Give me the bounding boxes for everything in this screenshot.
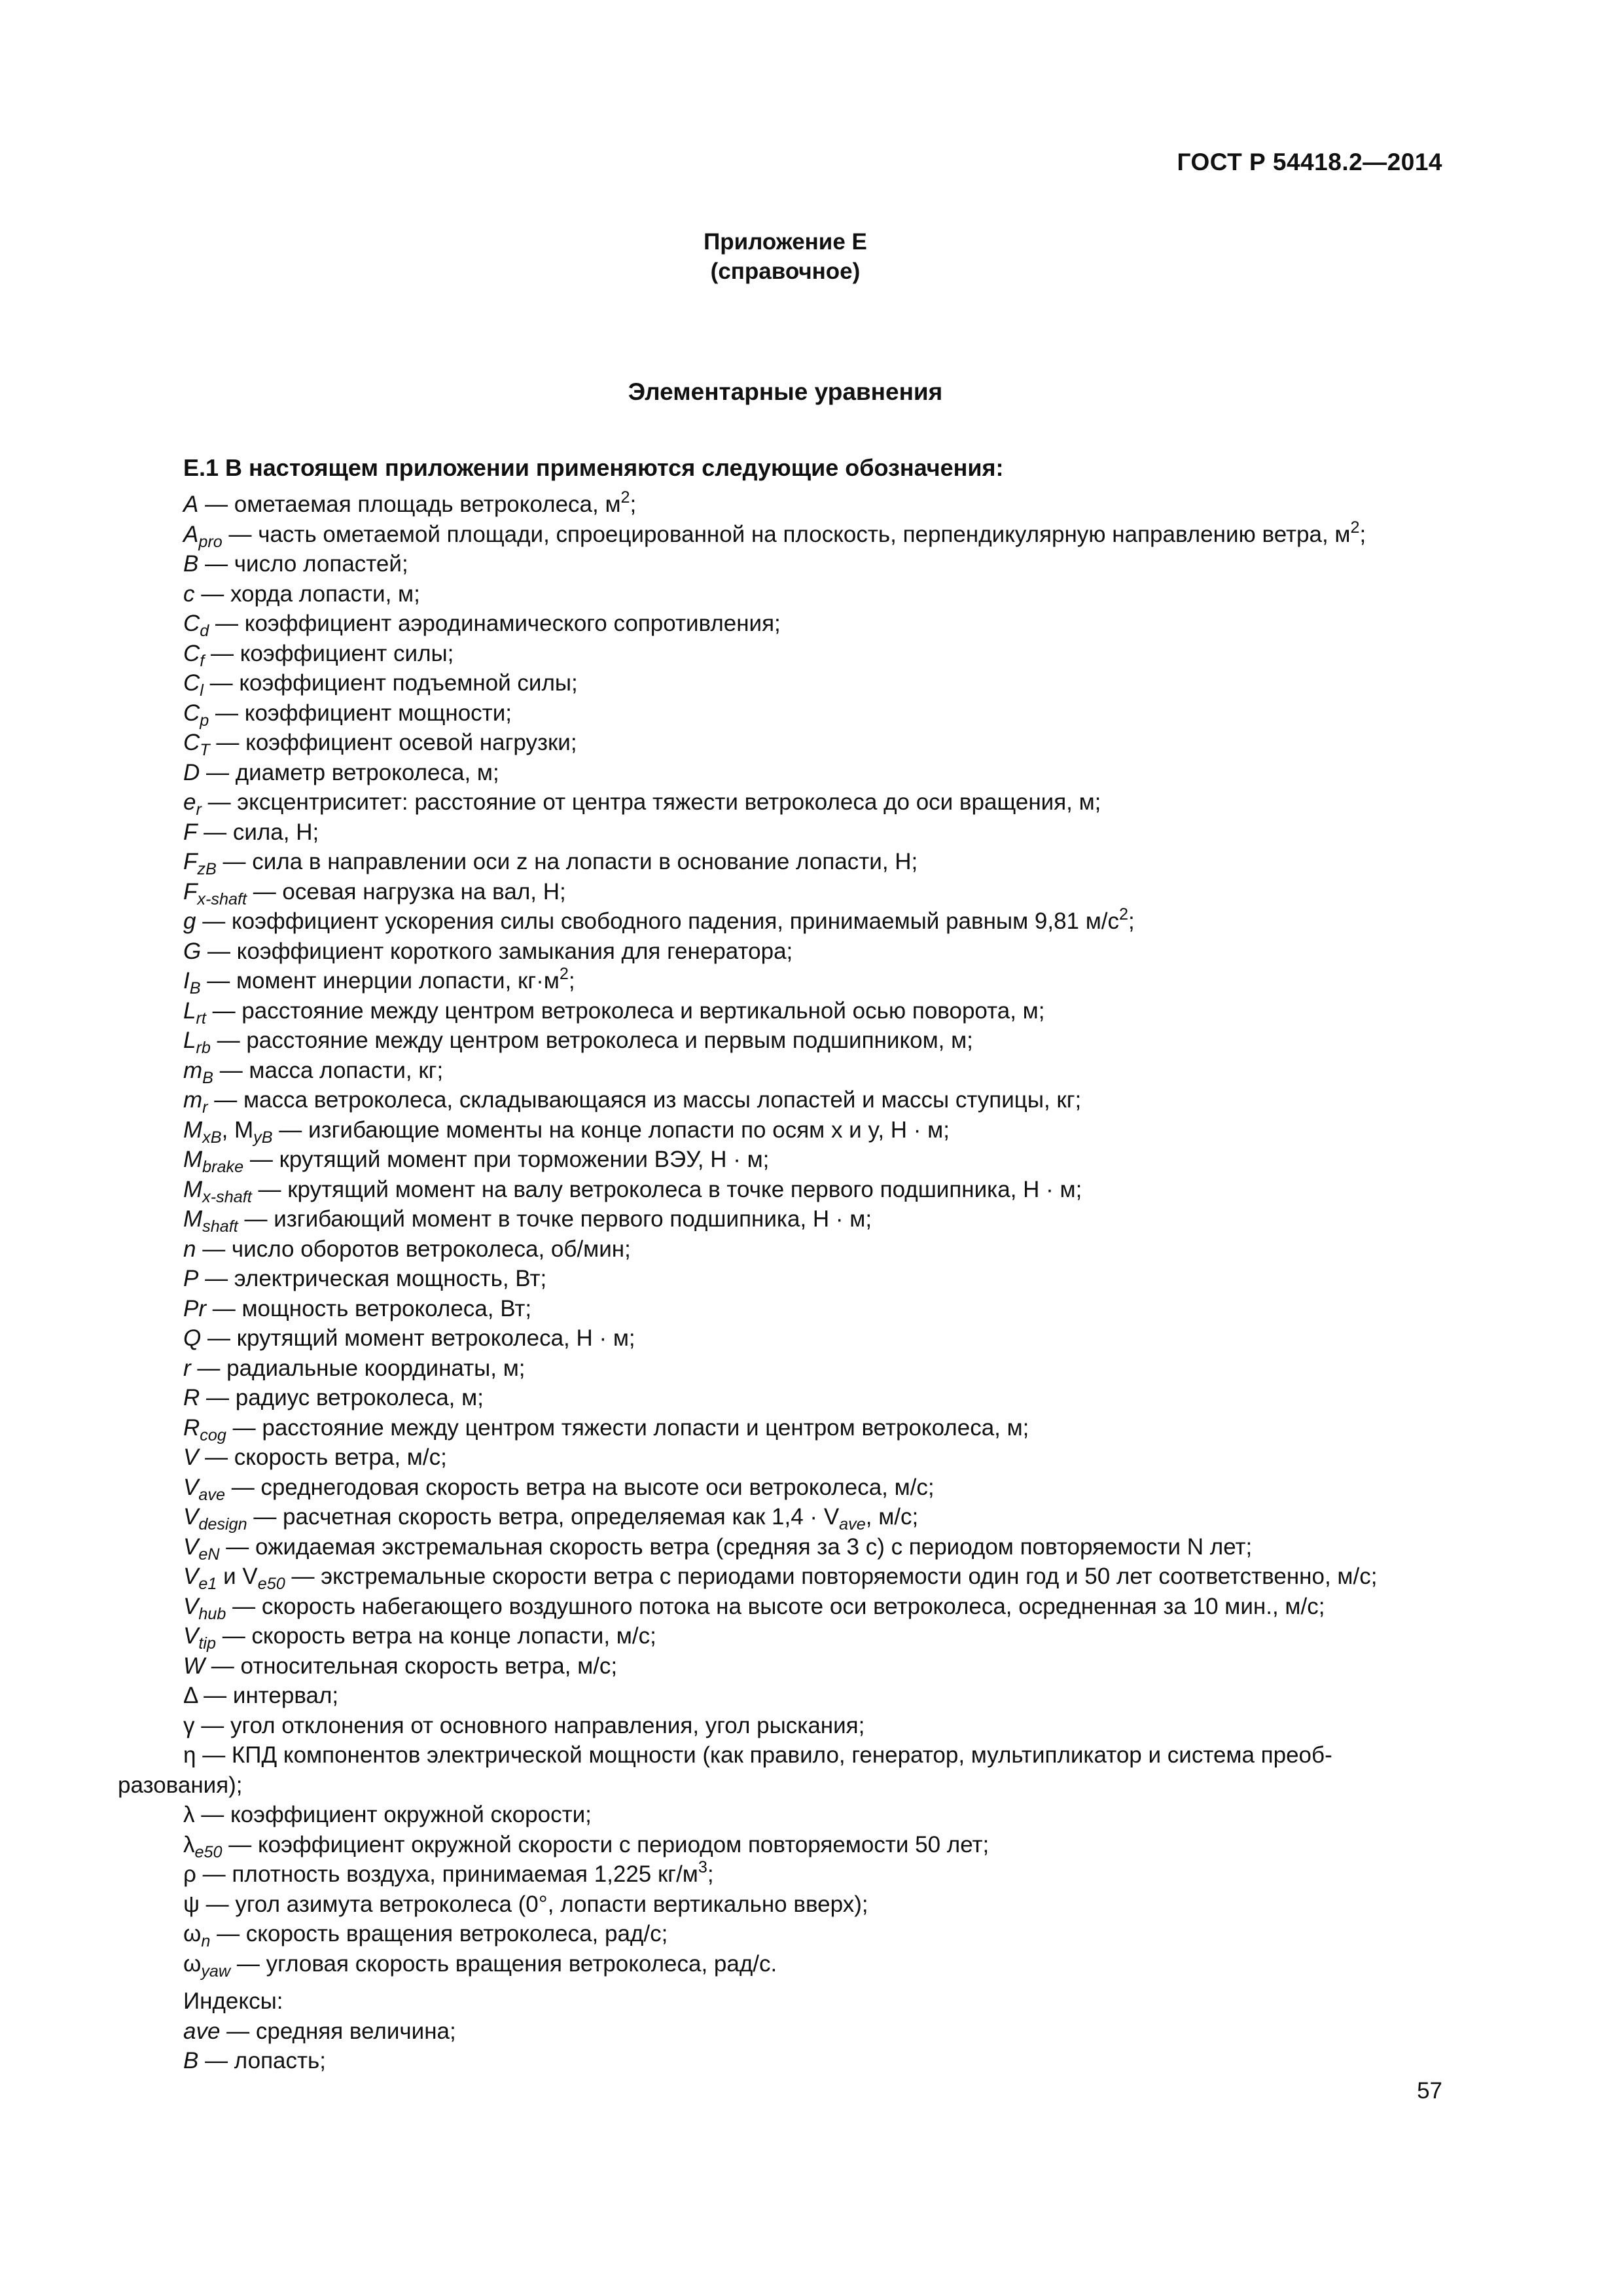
- definition-text: — скорость вращения ветроколеса, рад/с;: [210, 1921, 668, 1946]
- symbol: r: [183, 1355, 191, 1381]
- symbol-subscript: eN: [198, 1545, 220, 1564]
- definition-text: — масса ветроколеса, складывающаяся из массы лопастей и массы ступицы, кг;: [207, 1087, 1082, 1113]
- symbol: γ: [183, 1712, 195, 1738]
- definition-text: — крутящий момент на валу ветроколеса в точке первого подшипника, Н · м;: [251, 1176, 1082, 1202]
- symbol: C: [183, 730, 200, 755]
- symbol: R: [183, 1414, 200, 1441]
- symbol-subscript: rt: [196, 1009, 206, 1028]
- definition-item: [118, 937, 1453, 967]
- symbol-subscript: e50: [194, 1842, 223, 1861]
- symbol-subscript: ave: [839, 1515, 866, 1534]
- definition-item: [118, 490, 1453, 520]
- symbol: C: [183, 670, 200, 696]
- definition-item: [118, 1681, 1453, 1711]
- definition-text: — изгибающий момент в точке первого подшипника, Н · м;: [238, 1206, 872, 1232]
- definition-item: [118, 2017, 1453, 2047]
- symbol-subscript: design: [198, 1515, 247, 1534]
- definition-text: — скорость ветра на конце лопасти, м/с;: [215, 1623, 656, 1649]
- definition-text: — интервал;: [197, 1683, 339, 1708]
- symbol: ω: [183, 1950, 202, 1977]
- symbol-subscript: pro: [198, 532, 223, 551]
- definition-text: , M: [221, 1117, 254, 1143]
- definition-text: — угол азимута ветроколеса (0°, лопасти вертикально вверх);: [199, 1891, 868, 1917]
- definition-text: — коэффициент осевой нагрузки;: [209, 730, 577, 755]
- symbol: D: [183, 759, 200, 785]
- symbol: η: [183, 1742, 196, 1768]
- symbol: m: [183, 1057, 203, 1083]
- definition-text: — коэффициент окружной скорости;: [194, 1802, 592, 1827]
- definition-text: — коэффициент подъемной силы;: [203, 670, 578, 696]
- symbol: A: [183, 492, 199, 517]
- symbol-subscript: B: [189, 979, 201, 998]
- definition-item: [118, 1502, 1453, 1532]
- symbol: n: [183, 1236, 196, 1262]
- definition-item: [118, 966, 1453, 996]
- definition-text: ;: [1359, 521, 1366, 547]
- definition-item: [118, 668, 1453, 698]
- symbol: L: [183, 997, 196, 1024]
- symbol: G: [183, 938, 202, 964]
- definition-item: [118, 1592, 1453, 1622]
- symbol: W: [183, 1653, 205, 1679]
- definition-text: — мощность ветроколеса, Вт;: [206, 1295, 532, 1321]
- symbol-subscript: shaft: [202, 1217, 238, 1236]
- definition-text: — диаметр ветроколеса, м;: [200, 759, 499, 785]
- definition-text: — угол отклонения от основного направления, угол рыскания;: [194, 1712, 865, 1738]
- section-title: Элементарные уравнения: [628, 378, 943, 405]
- definition-item: [118, 1234, 1453, 1265]
- symbol: R: [183, 1385, 200, 1410]
- definition-text: — коэффициент окружной скорости с периодом повторяемости 50 лет;: [222, 1831, 990, 1857]
- symbol: M: [183, 1176, 203, 1202]
- definition-item: [118, 1919, 1453, 1949]
- definition-item: [118, 639, 1453, 669]
- definition-text: — число лопастей;: [198, 551, 408, 577]
- definition-text: — средняя величина;: [220, 2018, 456, 2044]
- definition-item: [118, 1443, 1453, 1473]
- definition-item: [118, 1473, 1453, 1503]
- symbol: A: [183, 521, 199, 547]
- definition-item: [118, 1413, 1453, 1443]
- definition-text: , м/с;: [865, 1504, 919, 1530]
- symbol: ave: [183, 2018, 221, 2044]
- symbol: M: [183, 1147, 203, 1172]
- definition-item: [118, 1026, 1453, 1056]
- definition-item: [118, 2046, 1453, 2076]
- symbol: λ: [183, 1802, 195, 1827]
- definition-text: — коэффициент аэродинамического сопротивления;: [209, 611, 781, 636]
- symbol-subscript: yaw: [201, 1962, 231, 1981]
- definition-item: [118, 1115, 1453, 1145]
- symbol-subscript: n: [201, 1932, 211, 1951]
- definition-text: — коэффициент мощности;: [209, 700, 512, 726]
- superscript: 2: [1119, 905, 1129, 924]
- definition-text: — расстояние между центром ветроколеса и вертикальной осью поворота, м;: [205, 997, 1045, 1024]
- definition-item: [118, 1323, 1453, 1354]
- symbol: V: [183, 1623, 199, 1649]
- definition-item: [118, 728, 1453, 758]
- definition-text: — относительная скорость ветра, м/с;: [205, 1653, 618, 1679]
- appendix-label: Приложение Е: [704, 229, 867, 255]
- symbol: B: [183, 2048, 199, 2073]
- definition-text: ;: [568, 968, 575, 994]
- symbol: g: [183, 908, 196, 934]
- definition-item: [118, 996, 1453, 1026]
- definition-item: [118, 1383, 1453, 1413]
- definition-item: [118, 1949, 1453, 1979]
- definition-item: [118, 1562, 1453, 1592]
- symbol: Δ: [183, 1683, 198, 1708]
- definition-text: — масса лопасти, кг;: [213, 1057, 444, 1083]
- symbol-subscript: hub: [198, 1604, 226, 1623]
- definition-item: [118, 1532, 1453, 1562]
- definition-text: — КПД компонентов электрической мощности (как правило, генератор, мультипликатор и система преоб-: [196, 1742, 1332, 1768]
- symbol-subscript: zB: [197, 860, 217, 879]
- definition-text: — лопасть;: [198, 2048, 326, 2073]
- definition-text: — сила в направлении оси z на лопасти в основание лопасти, Н;: [216, 849, 918, 874]
- symbol: V: [183, 1444, 199, 1470]
- definition-text: — хорда лопасти, м;: [194, 581, 420, 607]
- definition-text: — радиус ветроколеса, м;: [200, 1385, 484, 1410]
- symbol-subscript: x-shaft: [202, 1187, 252, 1206]
- symbol-subscript: brake: [202, 1158, 244, 1177]
- symbol: Pr: [183, 1295, 206, 1321]
- symbol: M: [183, 1206, 203, 1232]
- definition-text: ;: [1128, 908, 1135, 934]
- definitions-list: [118, 490, 1453, 2076]
- symbol-subscript: r: [202, 1098, 208, 1117]
- symbol-subscript: cog: [200, 1426, 226, 1444]
- definition-item: [118, 1859, 1453, 1890]
- symbol: F: [183, 849, 198, 874]
- page-number: 57: [1417, 2078, 1442, 2104]
- definition-item: [118, 1800, 1453, 1830]
- symbol-subscript: e1: [198, 1575, 217, 1594]
- definition-text: — крутящий момент ветроколеса, Н · м;: [201, 1325, 635, 1351]
- symbol: C: [183, 611, 200, 636]
- symbol: F: [183, 819, 198, 845]
- symbol-subscript: d: [200, 622, 209, 641]
- definition-text: — крутящий момент при торможении ВЭУ, Н · м;: [243, 1147, 770, 1172]
- definition-item: [118, 877, 1453, 907]
- superscript: 2: [559, 965, 569, 984]
- symbol-subscript: xB: [202, 1128, 222, 1147]
- symbol: V: [183, 1474, 199, 1500]
- standard-designation: ГОСТ Р 54418.2—2014: [1177, 149, 1442, 175]
- symbol-subscript: tip: [198, 1634, 216, 1653]
- definition-text: — среднегодовая скорость ветра на высоте оси ветроколеса, м/с;: [224, 1474, 935, 1500]
- definition-item: [118, 698, 1453, 728]
- definition-text: — изгибающие моменты на конце лопасти по осям x и y, Н · м;: [272, 1117, 950, 1143]
- definition-item: [118, 758, 1453, 788]
- superscript: 2: [620, 488, 630, 507]
- symbol: c: [183, 581, 195, 607]
- definition-item: [118, 520, 1453, 550]
- definition-item: [118, 1056, 1453, 1086]
- symbol: V: [183, 1504, 199, 1530]
- definition-text: — скорость набегающего воздушного потока на высоте оси ветроколеса, осредненная за 10 мин., м/с;: [226, 1593, 1325, 1619]
- definition-text: ;: [630, 492, 637, 517]
- definition-text: — ометаемая площадь ветроколеса, м: [198, 492, 621, 517]
- definition-item: [118, 549, 1453, 579]
- definition-text: — коэффициент ускорения силы свободного падения, принимаемый равным 9,81 м/с: [196, 908, 1120, 934]
- definition-text: — расчетная скорость ветра, определяемая как 1,4 · V: [247, 1504, 840, 1530]
- definition-text: — расстояние между центром ветроколеса и первым подшипником, м;: [210, 1028, 973, 1053]
- definition-item: [118, 1830, 1453, 1860]
- definition-item: [118, 1085, 1453, 1115]
- definition-text: — скорость ветра, м/с;: [198, 1444, 447, 1470]
- definition-item: [118, 609, 1453, 639]
- symbol: V: [183, 1593, 199, 1619]
- symbol: M: [183, 1117, 203, 1143]
- lead-paragraph: Е.1 В настоящем приложении применяются следующие обозначения:: [183, 454, 1004, 481]
- indices-heading: Индексы:: [183, 1988, 283, 2014]
- definition-text: — коэффициент короткого замыкания для генератора;: [201, 938, 793, 964]
- definition-item: [118, 1175, 1453, 1205]
- definition-item: [118, 1711, 1453, 1741]
- definition-text: — эксцентриситет: расстояние от центра тяжести ветроколеса до оси вращения, м;: [201, 789, 1101, 815]
- definition-text: — момент инерции лопасти, кг·м: [200, 968, 560, 994]
- symbol: V: [183, 1564, 199, 1589]
- superscript: 2: [1350, 518, 1360, 537]
- definition-item: [118, 1621, 1453, 1651]
- symbol-subscript: f: [200, 651, 205, 670]
- definition-text: — ожидаемая экстремальная скорость ветра (средняя за 3 с) с периодом повторяемости N лет;: [219, 1534, 1253, 1560]
- definition-item: [118, 1740, 1453, 1800]
- symbol: C: [183, 640, 200, 666]
- appendix-type: (справочное): [710, 259, 861, 284]
- symbol: ψ: [183, 1891, 200, 1917]
- symbol: I: [183, 968, 190, 994]
- symbol-subscript: r: [196, 800, 202, 819]
- symbol: L: [183, 1028, 196, 1053]
- definition-item: [118, 1354, 1453, 1384]
- superscript: 3: [698, 1858, 707, 1877]
- definition-text: — угловая скорость вращения ветроколеса, рад/с.: [230, 1950, 777, 1977]
- symbol: m: [183, 1087, 203, 1113]
- symbol: Q: [183, 1325, 202, 1351]
- symbol: P: [183, 1266, 199, 1291]
- definition-item: [118, 817, 1453, 848]
- symbol: V: [183, 1534, 199, 1560]
- symbol-subscript: l: [200, 681, 204, 700]
- symbol: ρ: [183, 1861, 196, 1887]
- symbol: ω: [183, 1921, 202, 1946]
- symbol: C: [183, 700, 200, 726]
- symbol: B: [183, 551, 199, 577]
- definition-item: [118, 1890, 1453, 1920]
- symbol-subscript: B: [202, 1068, 213, 1087]
- symbol-subscript: yB: [253, 1128, 273, 1147]
- definition-item: [118, 1264, 1453, 1294]
- symbol-subscript: x-shaft: [197, 889, 247, 908]
- definition-text: — расстояние между центром тяжести лопасти и центром ветроколеса, м;: [226, 1414, 1029, 1441]
- symbol: e: [183, 789, 196, 815]
- symbol-subscript: e50: [257, 1575, 285, 1594]
- symbol: λ: [183, 1831, 195, 1857]
- definition-text: — коэффициент силы;: [204, 640, 454, 666]
- definition-item: [118, 1145, 1453, 1175]
- symbol-subscript: p: [200, 711, 209, 730]
- definition-text: — электрическая мощность, Вт;: [198, 1266, 547, 1291]
- definition-text: — осевая нагрузка на вал, Н;: [246, 878, 566, 905]
- definition-item: [118, 847, 1453, 877]
- definition-item: [118, 1294, 1453, 1324]
- definition-text: — экстремальные скорости ветра с периодами повторяемости один год и 50 лет соответственно, м/с;: [285, 1564, 1378, 1589]
- symbol: F: [183, 878, 198, 905]
- symbol-subscript: ave: [198, 1485, 225, 1504]
- definition-item: [118, 1204, 1453, 1234]
- definition-text: — плотность воздуха, принимаемая 1,225 кг/м: [196, 1861, 698, 1887]
- definition-text: — число оборотов ветроколеса, об/мин;: [196, 1236, 631, 1262]
- definition-text: и V: [217, 1564, 258, 1589]
- definition-item: [118, 787, 1453, 817]
- definition-text: — сила, Н;: [197, 819, 319, 845]
- definition-continuation: разования);: [118, 1772, 243, 1798]
- definition-item: [118, 1651, 1453, 1681]
- symbol-subscript: rb: [196, 1039, 211, 1058]
- symbol-subscript: T: [200, 741, 210, 760]
- definition-item: [118, 906, 1453, 937]
- definition-text: — радиальные координаты, м;: [190, 1355, 526, 1381]
- definition-text: ;: [707, 1861, 714, 1887]
- definition-item: [118, 579, 1453, 609]
- definition-text: — часть ометаемой площади, спроецированной на плоскость, перпендикулярную направлению ветра, м: [222, 521, 1351, 547]
